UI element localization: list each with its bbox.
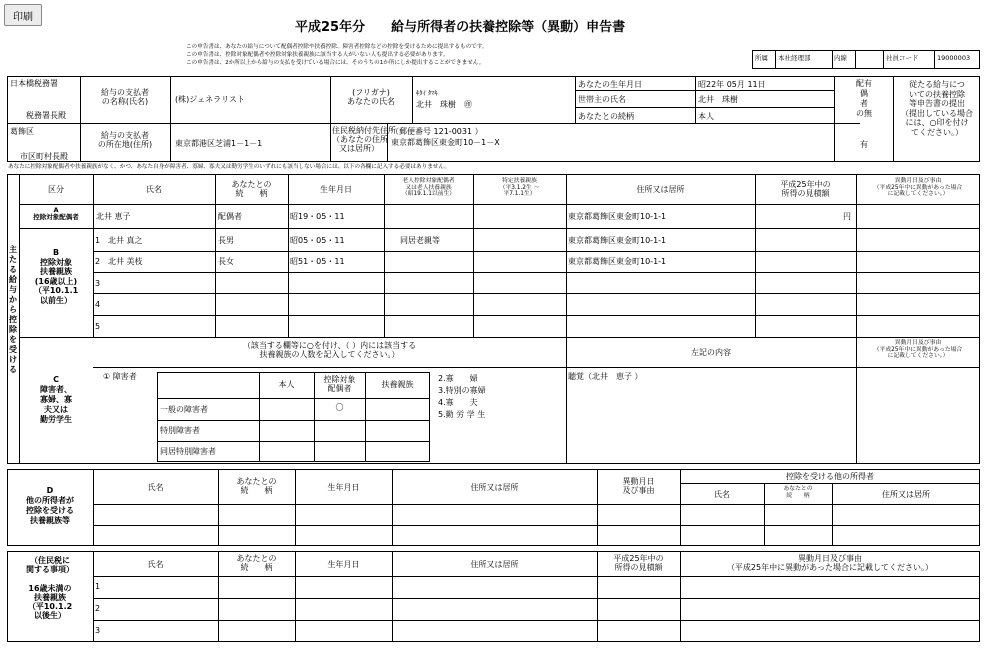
postal-code[interactable]: （郵便番号 121-0031 ）	[391, 127, 483, 136]
col-kubun: 区分	[48, 185, 64, 194]
d-col-relation: あなたとの 続 柄	[236, 477, 277, 496]
c-other-1[interactable]: 2.寡 婦	[438, 374, 478, 383]
e-col-birth: 生年月日	[327, 560, 360, 569]
city-name[interactable]: 葛飾区	[10, 127, 34, 136]
b-row-1-relation[interactable]: 長男	[218, 236, 234, 245]
furigana-label: (フリガナ) あなたの氏名	[347, 88, 395, 107]
b-row-1-birth[interactable]: 昭05・05・11	[290, 236, 345, 245]
e-label: （住民税に 関する事項） 16歳未満の 扶養親族 （平10.1.2 以後生）	[26, 556, 74, 621]
household-value[interactable]: 北井 珠樹	[698, 95, 738, 104]
col-change: 異動月日及び事由 （平成25年中に異動があった場合 に記載してください。）	[873, 178, 963, 198]
print-button[interactable]: 印刷	[4, 4, 42, 26]
c-label: C 障害者、 寡婦、寡 夫又は 勤労学生	[40, 375, 72, 424]
c-other-4[interactable]: 5.勤 労 学 生	[438, 410, 486, 419]
d-label: D 他の所得者が 控除を受ける 扶養親族等	[26, 486, 74, 525]
d-col-address: 住所又は居所	[470, 483, 519, 492]
household-label: 世帯主の氏名	[578, 95, 626, 104]
payer-name[interactable]: (株)ジェネラリスト	[175, 95, 245, 104]
prev-submission-label: 従たる給与につ いての扶養控除 等申告書の提出 （提出している場合 には、○印を付け てください。）	[901, 80, 973, 137]
code-label: 社員コード	[886, 54, 919, 62]
a-name[interactable]: 北井 恵子	[96, 212, 131, 221]
c-other-2[interactable]: 3.特別の寡婦	[438, 386, 486, 395]
main-table	[7, 174, 980, 464]
col-address: 住所又は居所	[636, 185, 685, 194]
c-row-2-label: 特別障害者	[160, 426, 200, 435]
c-col-honnin: 本人	[278, 380, 295, 389]
a-income[interactable]: 円	[843, 212, 851, 221]
c-disabled-label: ① 障害者	[103, 372, 137, 381]
c-row-3-label: 同居特別障害者	[160, 447, 216, 456]
shozoku-value[interactable]: 本社経理部	[778, 54, 811, 62]
b-row-5-no: 5	[95, 322, 101, 331]
d-col-op-name: 氏名	[714, 490, 730, 499]
d-col-birth: 生年月日	[327, 483, 360, 492]
side-label: 主たる給与から控除を受ける	[9, 245, 17, 374]
col-name: 氏名	[146, 185, 162, 194]
c-row-1-label: 一般の障害者	[160, 405, 208, 414]
shozoku-label: 所属	[755, 54, 768, 62]
tax-office-suffix: 税務署長殿	[26, 111, 66, 120]
payer-addr-label: 給与の支払者 の所在地(住所)	[97, 131, 153, 150]
employee-name[interactable]: 北井 珠樹 ㊞	[416, 100, 472, 109]
a-birth[interactable]: 昭19・05・11	[290, 212, 345, 221]
birth-label: あなたの生年月日	[578, 80, 642, 89]
city-suffix: 市区町村長殿	[20, 152, 68, 161]
form-title: 平成25年分 給与所得者の扶養控除等（異動）申告書	[295, 20, 626, 35]
e-col-address: 住所又は居所	[470, 560, 519, 569]
payer-addr[interactable]: 東京都港区芝浦1－1－1	[175, 139, 263, 148]
naisen-label: 内線	[834, 54, 847, 62]
e-row-1-no: 1	[95, 582, 101, 591]
d-col-other-payer: 控除を受ける他の所得者	[786, 472, 874, 481]
c-left-header: 左記の内容	[691, 348, 731, 357]
spouse-value[interactable]: 有	[860, 140, 868, 149]
a-address[interactable]: 東京都葛飾区東金町10-1-1	[568, 212, 667, 221]
note-line-1: この申告書は、あなたの給与について配偶者控除や扶養控除、障害者控除などの控除を受けるために提出するものです。	[186, 44, 488, 50]
b-row-2-name[interactable]: 北井 美枝	[108, 257, 143, 266]
b-row-2-relation[interactable]: 長女	[218, 257, 234, 266]
b-row-2-no: 2	[95, 257, 101, 266]
b-label: B 控除対象 扶養親族 (16歳以上) （平10.1.1 以前生）	[33, 248, 79, 305]
d-col-op-address: 住所又は居所	[882, 490, 930, 499]
b-row-1-address[interactable]: 東京都葛飾区東金町10-1-1	[568, 236, 667, 245]
employee-addr[interactable]: 東京都葛飾区東金町10－1－X	[391, 138, 500, 147]
c-col-haigusha: 控除対象 配偶者	[323, 375, 356, 394]
e-col-name: 氏名	[147, 560, 164, 569]
tax-office-name[interactable]: 日本橋税務署	[10, 79, 58, 88]
c-other-3[interactable]: 4.寡 夫	[438, 398, 478, 407]
e-row-3-no: 3	[95, 626, 101, 635]
furigana-value[interactable]: ｷﾀｲ ﾀﾏｷ	[416, 89, 438, 97]
birth-value[interactable]: 昭22年 05月 11日	[698, 80, 766, 89]
b-row-1-name[interactable]: 北井 真之	[108, 236, 143, 245]
b-row-1-no: 1	[95, 236, 101, 245]
c-row-1-haigusha[interactable]: 〇	[335, 403, 344, 412]
c-col-fuyou: 扶養親族	[381, 380, 414, 389]
e-col-relation: あなたとの 続 柄	[236, 554, 277, 573]
col-specific: 特定扶養親族 （平3.1.2生 ～ 平7.1.1生）	[499, 178, 540, 198]
d-col-name: 氏名	[147, 483, 164, 492]
b-row-2-birth[interactable]: 昭51・05・11	[290, 257, 345, 266]
a-label: A 控除対象配偶者	[33, 206, 79, 222]
relation-value[interactable]: 本人	[698, 112, 714, 121]
e-col-change: 異動月日及び事由 （平成25年中に異動があった場合に記載してください。）	[726, 554, 934, 573]
e-row-2-no: 2	[95, 604, 101, 613]
b-row-1-elderly[interactable]: 同居老親等	[400, 236, 440, 245]
b-row-3-no: 3	[95, 279, 101, 288]
note-line: あなたに控除対象配偶者や扶養親族がなく、かつ、あなた自身が障害者、寡婦、寡夫又は勤労学生のいずれにも該当しない場合には、以下の各欄に記入する必要はありません。	[8, 164, 450, 170]
c-change-header: 異動月日及び事由 （平成25年中に異動があった場合 に記載してください。）	[873, 340, 963, 360]
c-content[interactable]: 聴覚（北井 恵子 ）	[568, 372, 643, 381]
addr-label: 住民税納付先住所 （あなたの住所 又は居所）	[332, 126, 396, 154]
payer-name-label: 給与の支払者 の名称(氏名)	[101, 88, 149, 107]
relation-label: あなたとの続柄	[578, 112, 634, 121]
col-relation: あなたとの 続 柄	[231, 180, 272, 199]
c-instruction: （該当する欄等に○を付け、（ ）内には該当する 扶養親族の人数を記入してください。）	[242, 341, 417, 360]
note-line-2: この申告書は、控除対象配偶者や控除対象扶養親族に該当する人がいない人も提出する必要があります。	[186, 52, 449, 58]
d-col-op-relation: あなたとの 続 柄	[783, 486, 813, 499]
b-row-2-address[interactable]: 東京都葛飾区東金町10-1-1	[568, 257, 667, 266]
d-col-change: 異動月日 及び事由	[622, 477, 655, 496]
a-relation[interactable]: 配偶者	[218, 212, 242, 221]
e-col-income: 平成25年中の 所得の見積額	[613, 554, 664, 573]
col-income: 平成25年中の 所得の見積額	[780, 180, 831, 199]
code-value[interactable]: 19000003	[937, 54, 971, 62]
col-birth: 生年月日	[320, 185, 352, 194]
spouse-label: 配有 偶 者 の無	[856, 79, 872, 118]
b-row-4-no: 4	[95, 300, 101, 309]
note-line-3: この申告書は、2か所以上から給与の支払を受けている場合には、そのうちの1か所にしか提出することができません。	[186, 60, 485, 66]
col-elderly: 老人控除対象配偶者 又は老人扶養親族 （昭19.1.1以前生）	[401, 178, 456, 198]
